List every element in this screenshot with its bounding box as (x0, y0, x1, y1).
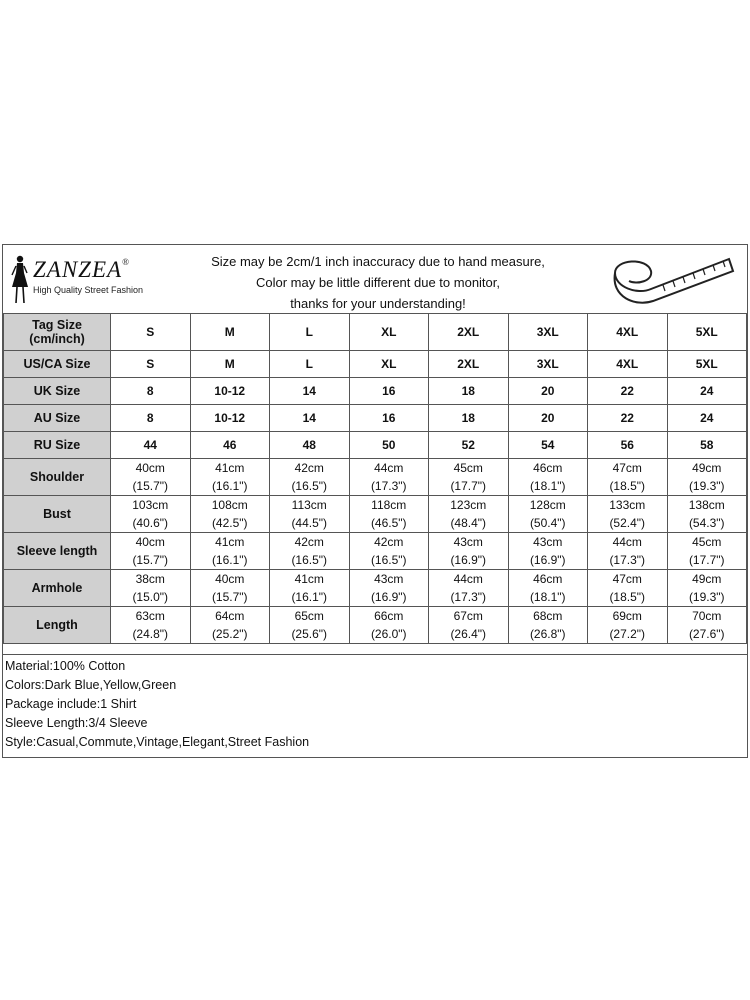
notice-line: Size may be 2cm/1 inch inaccuracy due to hand measure, (211, 254, 545, 269)
model-silhouette-icon (9, 253, 31, 305)
spec-package: Package include:1 Shirt (5, 697, 137, 711)
measurement-inch: (48.4") (450, 516, 487, 530)
size-cell: 46 (190, 432, 270, 459)
measurement-inch: (19.3") (688, 590, 725, 604)
size-cell: 56 (588, 432, 668, 459)
measurement-cell (190, 459, 270, 496)
row-label (4, 314, 111, 351)
measurement-cm: 63cm (135, 609, 165, 623)
measurement-cell (190, 607, 270, 644)
measurement-cell (508, 533, 588, 570)
measurement-cell (111, 459, 191, 496)
measurement-cell (508, 459, 588, 496)
measurement-row (4, 496, 747, 533)
measurement-cell (270, 570, 350, 607)
size-cell: 3XL (508, 314, 588, 351)
measurement-cm: 108cm (211, 498, 248, 512)
measurement-cell (349, 459, 429, 496)
measurement-row (4, 607, 747, 644)
size-cell: 10-12 (190, 405, 270, 432)
measurement-cm: 64cm (215, 609, 245, 623)
measurement-cell (270, 607, 350, 644)
measurement-cm: 46cm (533, 461, 563, 475)
size-cell: 16 (349, 405, 429, 432)
row-label-subtext: (cm/inch) (29, 332, 85, 346)
brand-name: ZANZEA® (33, 257, 130, 282)
measurement-cell (429, 570, 509, 607)
measurement-inch: (27.2") (609, 627, 646, 641)
measurement-row (4, 533, 747, 570)
size-cell: 22 (588, 405, 668, 432)
size-cell: M (190, 314, 270, 351)
measurement-cell (667, 496, 747, 533)
measurement-cell (270, 459, 350, 496)
measurement-cell (667, 570, 747, 607)
measurement-cm: 43cm (374, 572, 404, 586)
measurement-cell (111, 570, 191, 607)
spec-colors: Colors:Dark Blue,Yellow,Green (5, 678, 177, 692)
measurement-inch: (15.0") (132, 590, 169, 604)
size-cell: 24 (667, 378, 747, 405)
size-row (4, 405, 747, 432)
measurement-cell (429, 459, 509, 496)
measurement-cm: 138cm (688, 498, 725, 512)
measurement-cm: 103cm (132, 498, 169, 512)
measurement-inch: (54.3") (688, 516, 725, 530)
measurement-inch: (40.6") (132, 516, 169, 530)
measurement-inch: (16.9") (529, 553, 566, 567)
measurement-cm: 69cm (612, 609, 642, 623)
measurement-cm: 44cm (612, 535, 642, 549)
row-label (4, 405, 111, 432)
size-cell: 54 (508, 432, 588, 459)
measurement-inch: (18.5") (609, 479, 646, 493)
measurement-cell (508, 607, 588, 644)
measurement-inch: (17.3") (450, 590, 487, 604)
size-cell: 2XL (429, 314, 509, 351)
size-cell: 5XL (667, 314, 747, 351)
measurement-cell (111, 533, 191, 570)
measurement-cell (270, 533, 350, 570)
measurement-inch: (42.5") (211, 516, 248, 530)
measurement-cell (588, 496, 668, 533)
measurement-cm: 47cm (612, 461, 642, 475)
size-cell: 3XL (508, 351, 588, 378)
row-label: Armhole (4, 570, 111, 607)
measurement-cell (508, 570, 588, 607)
size-cell: 20 (508, 378, 588, 405)
measurement-inch: (17.7") (688, 553, 725, 567)
size-row (4, 351, 747, 378)
measurement-cell (190, 496, 270, 533)
measurement-inch: (46.5") (370, 516, 407, 530)
size-cell: 52 (429, 432, 509, 459)
measurement-cm: 128cm (529, 498, 566, 512)
brand-logo (9, 253, 159, 309)
measurement-cm: 67cm (453, 609, 483, 623)
row-label: Bust (4, 496, 111, 533)
measurement-cm: 66cm (374, 609, 404, 623)
size-chart (2, 244, 748, 758)
brand-tagline: High Quality Street Fashion (33, 285, 144, 295)
measurement-inch: (18.1") (529, 479, 566, 493)
measurement-cm: 49cm (692, 461, 722, 475)
size-cell: 22 (588, 378, 668, 405)
measurement-cell (588, 607, 668, 644)
measurement-cell (588, 459, 668, 496)
measurement-inch: (44.5") (291, 516, 328, 530)
size-cell: 20 (508, 405, 588, 432)
measurement-inch: (26.8") (529, 627, 566, 641)
measurement-cm: 41cm (215, 535, 245, 549)
size-cell: 4XL (588, 351, 668, 378)
chart-header (3, 245, 747, 314)
size-row (4, 314, 747, 351)
measurement-cm: 123cm (450, 498, 487, 512)
measurement-cell (429, 607, 509, 644)
measurement-cm: 133cm (609, 498, 646, 512)
measurement-cm: 68cm (533, 609, 563, 623)
measurement-inch: (18.5") (609, 590, 646, 604)
size-cell: 2XL (429, 351, 509, 378)
measurement-inch: (26.4") (450, 627, 487, 641)
measuring-tape-icon (607, 251, 737, 307)
measurement-cell (190, 570, 270, 607)
size-cell: S (111, 314, 191, 351)
measurement-inch: (26.0") (370, 627, 407, 641)
size-row (4, 378, 747, 405)
row-label-text: AU Size (33, 411, 81, 425)
size-cell: 16 (349, 378, 429, 405)
measurement-cell (111, 607, 191, 644)
measurement-inch: (16.9") (370, 590, 407, 604)
measurement-cm: 45cm (453, 461, 483, 475)
measurement-cm: 40cm (215, 572, 245, 586)
size-cell: XL (349, 351, 429, 378)
row-label-text: Tag Size (32, 318, 82, 332)
size-cell: 14 (270, 378, 350, 405)
measurement-inch: (16.1") (211, 553, 248, 567)
measurement-inch: (24.8") (132, 627, 169, 641)
measurement-cell (349, 570, 429, 607)
size-cell: 8 (111, 378, 191, 405)
spec-material: Material:100% Cotton (5, 659, 126, 673)
row-label: Shoulder (4, 459, 111, 496)
measurement-notice (163, 251, 593, 314)
registered-mark: ® (122, 257, 130, 267)
row-label (4, 378, 111, 405)
size-cell: 50 (349, 432, 429, 459)
measurement-inch: (16.5") (291, 553, 328, 567)
notice-line: Color may be little different due to monitor, (256, 275, 500, 290)
row-label-text: US/CA Size (23, 357, 91, 371)
measurement-inch: (25.2") (211, 627, 248, 641)
measurement-cm: 43cm (453, 535, 483, 549)
size-row (4, 432, 747, 459)
measurement-inch: (16.1") (291, 590, 328, 604)
measurement-inch: (15.7") (132, 479, 169, 493)
measurement-inch: (19.3") (688, 479, 725, 493)
measurement-inch: (17.3") (370, 479, 407, 493)
row-label: Sleeve length (4, 533, 111, 570)
measurement-cm: 65cm (294, 609, 324, 623)
size-cell: 5XL (667, 351, 747, 378)
measurement-cm: 41cm (294, 572, 324, 586)
measurement-cell (667, 533, 747, 570)
measurement-cm: 44cm (453, 572, 483, 586)
measurement-cell (588, 533, 668, 570)
measurement-cell (270, 496, 350, 533)
measurement-cm: 42cm (294, 461, 324, 475)
product-specs (3, 654, 747, 752)
measurement-inch: (15.7") (211, 590, 248, 604)
measurement-inch: (27.6") (688, 627, 725, 641)
measurement-cell (190, 533, 270, 570)
measurement-cm: 42cm (294, 535, 324, 549)
size-cell: XL (349, 314, 429, 351)
measurement-inch: (16.9") (450, 553, 487, 567)
measurement-cell (429, 533, 509, 570)
measurement-inch: (50.4") (529, 516, 566, 530)
size-cell: 58 (667, 432, 747, 459)
measurement-inch: (17.7") (450, 479, 487, 493)
measurement-inch: (16.5") (291, 479, 328, 493)
measurement-cm: 40cm (135, 461, 165, 475)
size-cell: 8 (111, 405, 191, 432)
row-label (4, 432, 111, 459)
measurement-cm: 42cm (374, 535, 404, 549)
size-cell: 14 (270, 405, 350, 432)
row-label-text: RU Size (33, 438, 81, 452)
measurement-cell (349, 496, 429, 533)
row-label (4, 351, 111, 378)
size-cell: L (270, 351, 350, 378)
measurement-row (4, 570, 747, 607)
measurement-inch: (16.1") (211, 479, 248, 493)
spec-style: Style:Casual,Commute,Vintage,Elegant,Street Fashion (5, 735, 310, 749)
size-cell: L (270, 314, 350, 351)
measurement-inch: (16.5") (370, 553, 407, 567)
size-cell: 44 (111, 432, 191, 459)
measurement-inch: (15.7") (132, 553, 169, 567)
row-label-text: UK Size (33, 384, 81, 398)
measurement-cm: 70cm (692, 609, 722, 623)
measurement-inch: (17.3") (609, 553, 646, 567)
spec-sleeve-length: Sleeve Length:3/4 Sleeve (5, 716, 148, 730)
notice-line: thanks for your understanding! (290, 296, 466, 311)
size-cell: S (111, 351, 191, 378)
measurement-cell (111, 496, 191, 533)
size-cell: 18 (429, 405, 509, 432)
measurement-cell (667, 607, 747, 644)
measurement-cell (429, 496, 509, 533)
measurement-cell (667, 459, 747, 496)
measurement-cm: 49cm (692, 572, 722, 586)
size-cell: M (190, 351, 270, 378)
measurement-cm: 113cm (291, 498, 327, 512)
measurement-cm: 43cm (533, 535, 563, 549)
size-cell: 4XL (588, 314, 668, 351)
size-table (3, 313, 747, 644)
measurement-inch: (18.1") (529, 590, 566, 604)
measurement-cell (588, 570, 668, 607)
measurement-row (4, 459, 747, 496)
measurement-cell (508, 496, 588, 533)
measurement-cm: 41cm (215, 461, 245, 475)
size-cell: 24 (667, 405, 747, 432)
measurement-cm: 45cm (692, 535, 722, 549)
measurement-cm: 46cm (533, 572, 563, 586)
size-cell: 10-12 (190, 378, 270, 405)
measurement-cm: 44cm (374, 461, 404, 475)
size-cell: 18 (429, 378, 509, 405)
measurement-cm: 40cm (135, 535, 165, 549)
row-label: Length (4, 607, 111, 644)
measurement-cell (349, 533, 429, 570)
measurement-cm: 38cm (135, 572, 165, 586)
measurement-inch: (25.6") (291, 627, 328, 641)
measurement-cell (349, 607, 429, 644)
size-cell: 48 (270, 432, 350, 459)
measurement-cm: 118cm (371, 498, 407, 512)
measurement-cm: 47cm (612, 572, 642, 586)
measurement-inch: (52.4") (609, 516, 646, 530)
